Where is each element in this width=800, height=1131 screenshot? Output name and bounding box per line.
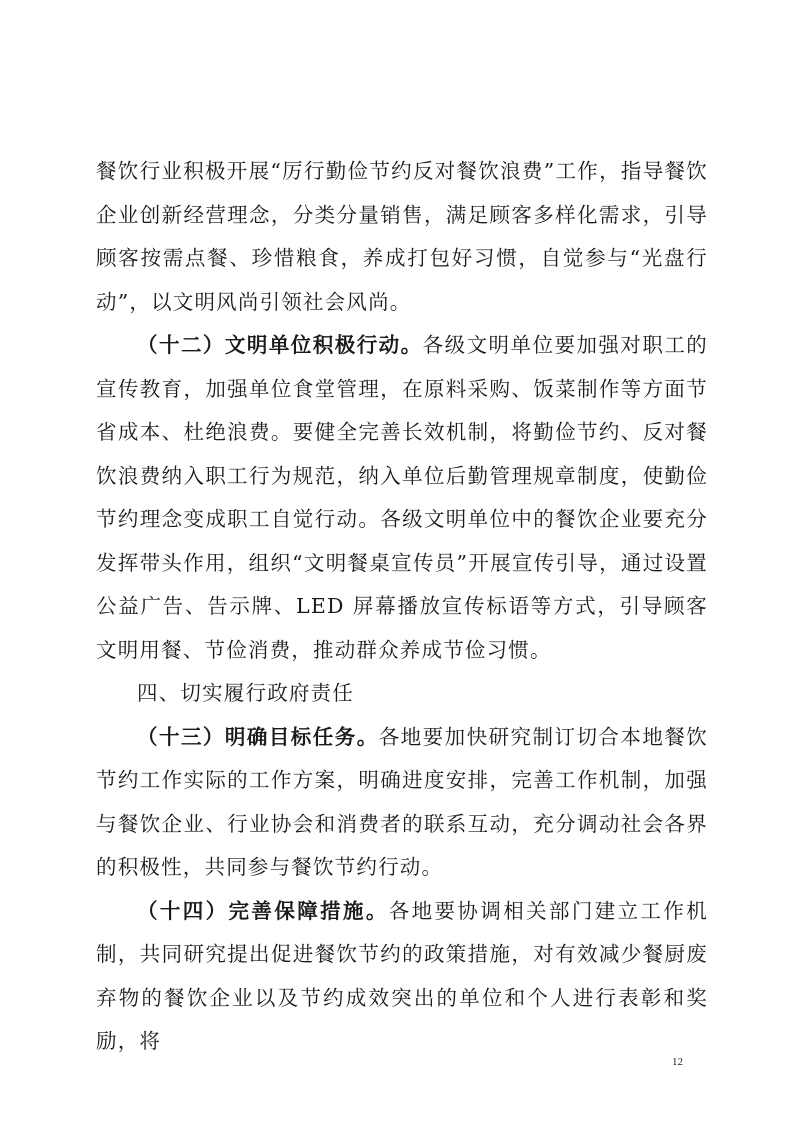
paragraph-lead: （十四）完善保障措施。 — [137, 898, 389, 923]
paragraph-item-12 — [96, 324, 708, 672]
paragraph-text: 各级文明单位要加强对职工的宣传教育，加强单位食堂管理，在原料采购、饭菜制作等方面节省成本、杜绝浪费。要健全完善长效机制，将勤俭节约、反对餐饮浪费纳入职工行为规范，纳入单位后勤管理规章制度，使勤俭节约理念变成职工自觉行动。各级文明单位中的餐饮企业要充分发挥带头作用，组织“文明餐桌宣传员”开展宣传引导，通过设置公益广告、告示牌、LED 屏幕播放宣传标语等方式，引导顾客文明用餐、节俭消费，推动群众养成节俭习惯。 — [96, 333, 708, 662]
document-body — [96, 150, 708, 1064]
paragraph-lead: （十三）明确目标任务。 — [137, 724, 379, 749]
paragraph-lead: （十二）文明单位积极行动。 — [137, 333, 423, 357]
paragraph-text: 餐饮行业积极开展“厉行勤俭节约反对餐饮浪费”工作，指导餐饮企业创新经营理念，分类分量销售，满足顾客多样化需求，引导顾客按需点餐、珍惜粮食，养成打包好习惯，自觉参与“光盘行动”，以文明风尚引领社会风尚。 — [96, 159, 708, 314]
page-number: 12 — [672, 1056, 683, 1068]
paragraph-item-13 — [96, 716, 708, 890]
paragraph-item-14 — [96, 890, 708, 1064]
paragraph-continuation — [96, 150, 708, 324]
section-heading: 四、切实履行政府责任 — [137, 681, 354, 705]
paragraph-text: 各地要协调相关部门建立工作机制，共同研究提出促进餐饮节约的政策措施，对有效减少餐厨废弃物的餐饮企业以及节约成效突出的单位和个人进行表彰和奖励，将 — [96, 898, 708, 1053]
paragraph-text: 各地要加快研究制订切合本地餐饮节约工作实际的工作方案，明确进度安排，完善工作机制，加强与餐饮企业、行业协会和消费者的联系互动，充分调动社会各界的积极性，共同参与餐饮节约行动。 — [96, 724, 709, 879]
